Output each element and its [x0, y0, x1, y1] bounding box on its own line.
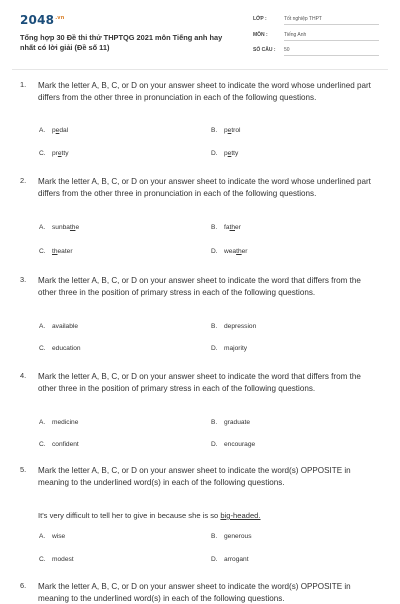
- option-c[interactable]: C. theater: [39, 248, 73, 255]
- meta-subject-label: MÔN :: [253, 32, 268, 38]
- header-divider: [12, 69, 388, 70]
- option-a[interactable]: A. medicine: [39, 419, 79, 426]
- logo-main: 2048: [20, 13, 55, 27]
- site-logo[interactable]: [20, 13, 65, 27]
- logo-suffix: .vn: [55, 15, 65, 21]
- option-a[interactable]: A. available: [39, 323, 79, 330]
- option-b[interactable]: B. depression: [211, 323, 257, 330]
- question-text: Mark the letter A, B, C, or D on your answer sheet to indicate the word that differs from the other three in the position of primary stress in each of the following questions.: [38, 276, 361, 297]
- question-text: Mark the letter A, B, C, or D on your answer sheet to indicate the word whose underlined part differs from the other three in pronunciation in each of the following questions.: [38, 81, 371, 102]
- question-number: 3.: [20, 275, 27, 284]
- question-number: 6.: [20, 581, 27, 590]
- document-title: Tổng hợp 30 Đề thi thử THPTQG 2021 môn Tiếng anh hay nhất có lời giải (Đề số 11): [20, 33, 223, 52]
- meta-count-value: 50: [284, 47, 379, 56]
- meta-class-label: LỚP :: [253, 16, 267, 22]
- question-text: Mark the letter A, B, C, or D on your answer sheet to indicate the word whose underlined part differs from the other three in pronunciation in each of the following questions.: [38, 177, 371, 198]
- question-text: Mark the letter A, B, C, or D on your answer sheet to indicate the word(s) OPPOSITE in meaning to the underlined word(s) in each of the following questions.: [38, 582, 351, 603]
- option-a[interactable]: A. sunbathe: [39, 224, 80, 231]
- option-d[interactable]: D. majority: [211, 345, 248, 352]
- underlined-word: big-headed.: [220, 511, 261, 520]
- option-a[interactable]: A. pedal: [39, 127, 69, 134]
- question-text: Mark the letter A, B, C, or D on your answer sheet to indicate the word(s) OPPOSITE in meaning to the underlined word(s) in each of the following questions.: [38, 466, 351, 487]
- option-c[interactable]: C. modest: [39, 556, 74, 563]
- option-c[interactable]: C. confident: [39, 441, 79, 448]
- option-a[interactable]: A. wise: [39, 533, 66, 540]
- meta-class-value: Tốt nghiệp THPT: [284, 16, 379, 25]
- meta-count-label: SỐ CÂU :: [253, 47, 276, 53]
- meta-subject-value: Tiếng Anh: [284, 32, 379, 41]
- option-b[interactable]: B. graduate: [211, 419, 251, 426]
- option-c[interactable]: C. education: [39, 345, 81, 352]
- option-d[interactable]: D. weather: [211, 248, 248, 255]
- question-number: 5.: [20, 465, 27, 474]
- option-d[interactable]: D. petty: [211, 150, 239, 157]
- page-header: [0, 0, 400, 66]
- question-number: 2.: [20, 176, 27, 185]
- option-d[interactable]: D. encourage: [211, 441, 256, 448]
- question-sentence: It's very difficult to tell her to give in because she is so big-headed.: [38, 511, 261, 520]
- question-number: 4.: [20, 371, 27, 380]
- option-b[interactable]: B. petrol: [211, 127, 241, 134]
- option-b[interactable]: B. father: [211, 224, 241, 231]
- question-text: Mark the letter A, B, C, or D on your answer sheet to indicate the word that differs from the other three in the position of primary stress in each of the following questions.: [38, 372, 361, 393]
- option-c[interactable]: C. pretty: [39, 150, 69, 157]
- option-b[interactable]: B. generous: [211, 533, 252, 540]
- option-d[interactable]: D. arrogant: [211, 556, 249, 563]
- question-number: 1.: [20, 80, 27, 89]
